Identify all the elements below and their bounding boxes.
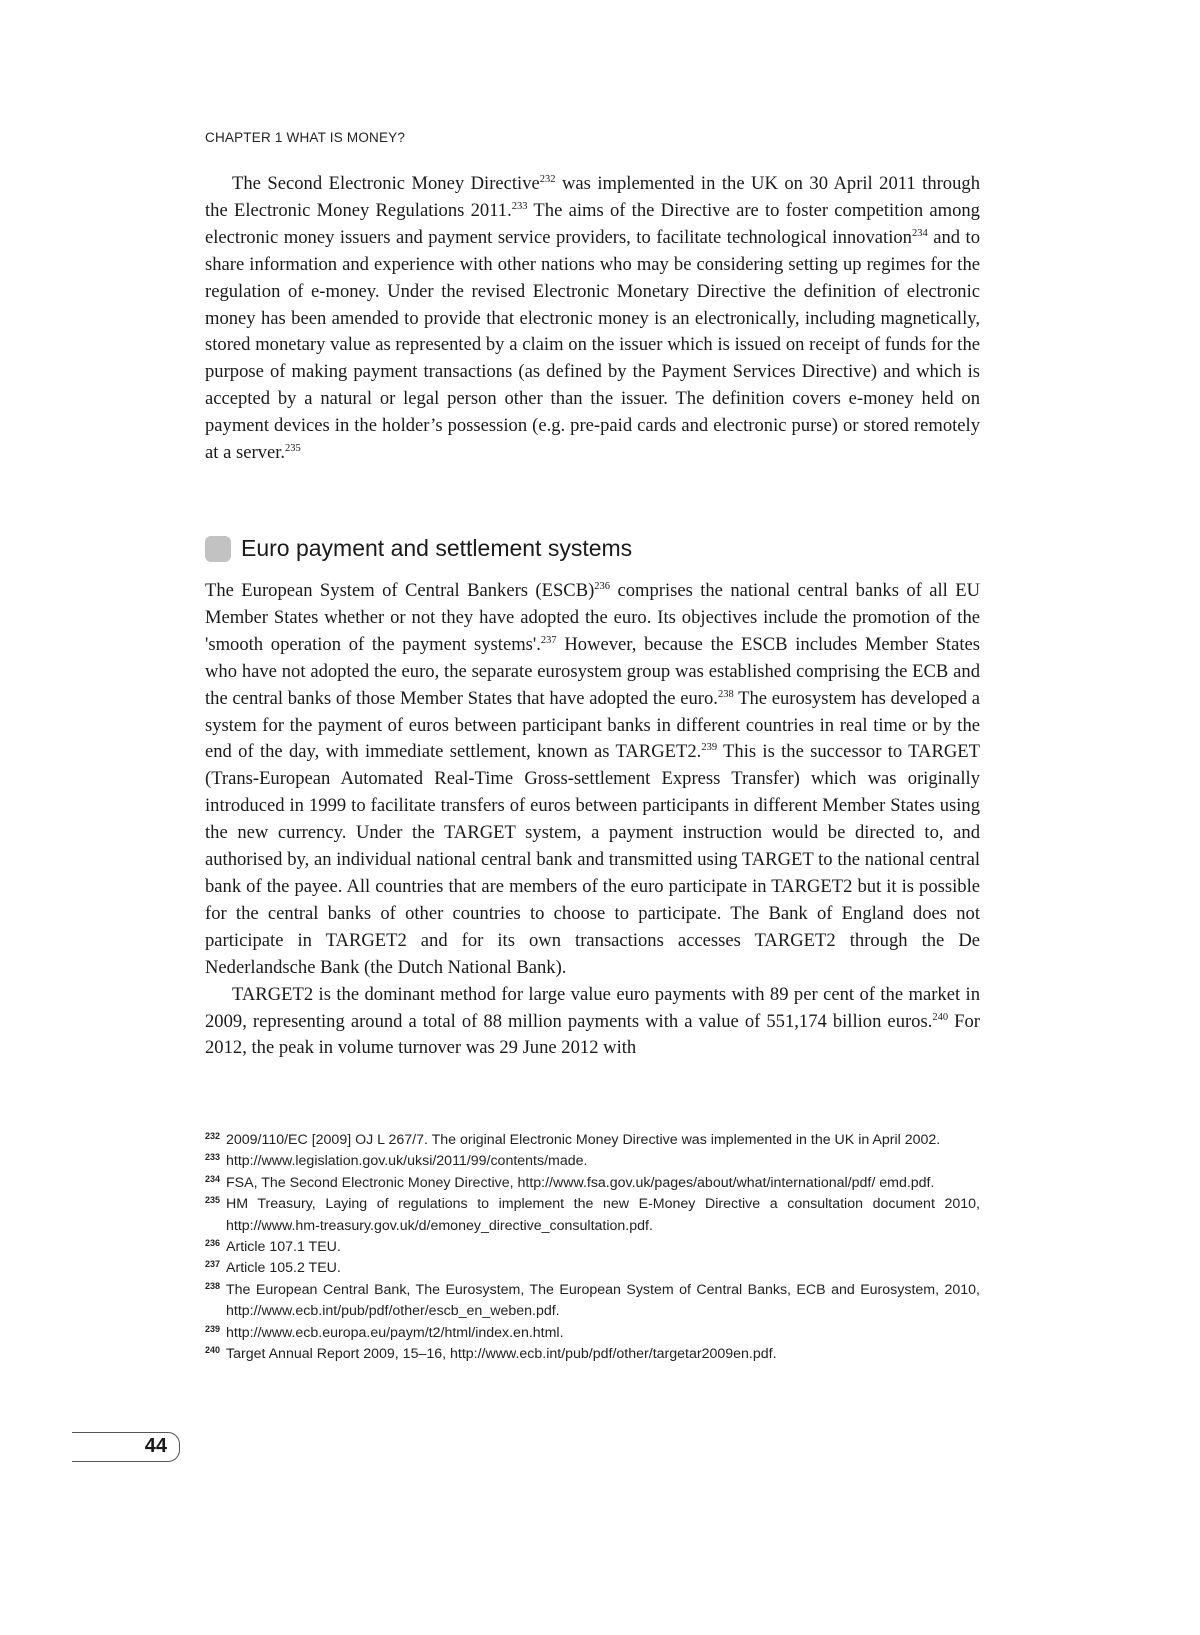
page-number-tab [72, 1432, 180, 1462]
footnote-number: 233 [205, 1152, 221, 1163]
footnote [205, 1323, 980, 1344]
footnote-ref: 239 [701, 742, 718, 754]
footnote-ref: 240 [932, 1011, 949, 1023]
footnote-ref: 235 [285, 442, 301, 454]
footnote-text: Target Annual Report 2009, 15–16, http://www.ecb.int/pub/pdf/other/targetar2009en.pdf. [226, 1346, 777, 1363]
section-heading-title: Euro payment and settlement systems [241, 535, 633, 561]
footnote-ref: 232 [539, 173, 556, 185]
footnote-ref: 237 [540, 634, 557, 646]
footnote-number: 238 [205, 1280, 221, 1291]
running-head: CHAPTER 1 WHAT IS MONEY? [205, 130, 406, 145]
section-directive-text [205, 171, 980, 467]
section-heading [205, 535, 632, 562]
footnote-ref: 234 [911, 227, 928, 239]
footnote-number: 237 [205, 1259, 221, 1270]
footnote-number: 232 [205, 1131, 221, 1141]
footnote-ref: 233 [511, 200, 528, 212]
footnote-text: FSA, The Second Electronic Money Directive, http://www.fsa.gov.uk/pages/about/what/international/pdf/ emd.pdf. [226, 1174, 935, 1191]
footnote-text: The European Central Bank, The Eurosystem, The European System of Central Banks, ECB and Eurosystem, 2010, http://www.ecb.int/pub/pdf/other/escb_en_weben.pdf. [226, 1281, 980, 1320]
paragraph-escb: The European System of Central Bankers (ESCB)$^{236}$ comprises the national central banks of all EU Member States whether or not they have adopted the euro. Its objectives include the promotion of the 'smooth operation of the payment systems'.$^{237}$ However, because the ESCB includes Member States who have not adopted the euro, the separate eurosystem group was established comprising the ECB and the central banks of those Member States that have adopted the euro.$^{238}$ The eurosystem has developed a system for the payment of euros between participant banks in different countries in real time or by the end of the day, with immediate settlement, known as TARGET2.$^{239}$ This is the successor to TARGET (Trans-European Automated Real-Time Gross-settlement Express Transfer) which was originally introduced in 1999 to facilitate transfers of euros between participants in different Member States using the new currency. Under the TARGET system, a payment instruction would be directed to, and authorised by, an individual national central bank and transmitted using TARGET to the national central bank of the payee. All countries that are members of the euro participate in TARGET2 but it is possible for the central banks of other countries to choose to participate. The Bank of England does not participate in TARGET2 and for its own transactions accesses TARGET2 through the De Nederlandsche Bank (the Dutch National Bank). [205, 580, 980, 978]
footnote-text: http://www.ecb.europa.eu/paym/t2/html/index.en.html. [226, 1324, 564, 1341]
footnote-number: 234 [205, 1173, 221, 1184]
footnote-number: 240 [205, 1345, 221, 1356]
footnote [205, 1173, 980, 1194]
footnote-number: 236 [205, 1238, 221, 1249]
heading-marker-icon [205, 536, 231, 562]
paragraph-target2: TARGET2 is the dominant method for large value euro payments with 89 per cent of the market in 2009, representing around a total of 88 million payments with a value of 551,174 billion euros.$^{240}$ For 2012, the peak in volume turnover was 29 June 2012 with [205, 983, 980, 1059]
footnote-number: 235 [205, 1195, 221, 1206]
footnote-number: 239 [205, 1323, 221, 1334]
footnotes [205, 1130, 980, 1365]
footnote-text: Article 105.2 TEU. [226, 1260, 341, 1277]
footnote-text: Article 107.1 TEU. [226, 1239, 341, 1256]
footnote [205, 1130, 980, 1151]
footnote [205, 1280, 980, 1323]
footnote-text: 2009/110/EC [2009] OJ L 267/7. The original Electronic Money Directive was implemented in the UK in April 2002. [226, 1132, 941, 1148]
footnote [205, 1258, 980, 1279]
footnote [205, 1151, 980, 1172]
footnote [205, 1344, 980, 1365]
footnote [205, 1194, 980, 1237]
footnote [205, 1237, 980, 1258]
paragraph-directive: The Second Electronic Money Directive$^{232}$ was implemented in the UK on 30 April 2011 through the Electronic Money Regulations 2011.$^{233}$ The aims of the Directive are to foster competition among electronic money issuers and payment service providers, to facilitate technological innovation$^{234}$ and to share information and experience with other nations who may be considering setting up regimes for the regulation of e-money. Under the revised Electronic Monetary Directive the definition of electronic money has been amended to provide that electronic money is an electronically, including magnetically, stored monetary value as represented by a claim on the issuer which is issued on receipt of funds for the purpose of making payment transactions (as defined by the Payment Services Directive) and which is accepted by a natural or legal person other than the issuer. The definition covers e-money held on payment devices in the holder’s possession (e.g. pre-paid cards and electronic purse) or stored remotely at a server.$^{235}$ [205, 173, 980, 464]
section-euro-text [205, 578, 980, 1062]
page-number: 44 [144, 1435, 167, 1457]
footnote-text: HM Treasury, Laying of regulations to implement the new E-Money Directive a consultation document 2010, http://www.hm-treasury.gov.uk/d/emoney_directive_consultation.pdf. [226, 1196, 980, 1234]
footnote-text: http://www.legislation.gov.uk/uksi/2011/99/contents/made. [226, 1153, 588, 1170]
footnote-ref: 236 [594, 580, 611, 592]
footnote-ref: 238 [717, 688, 734, 700]
